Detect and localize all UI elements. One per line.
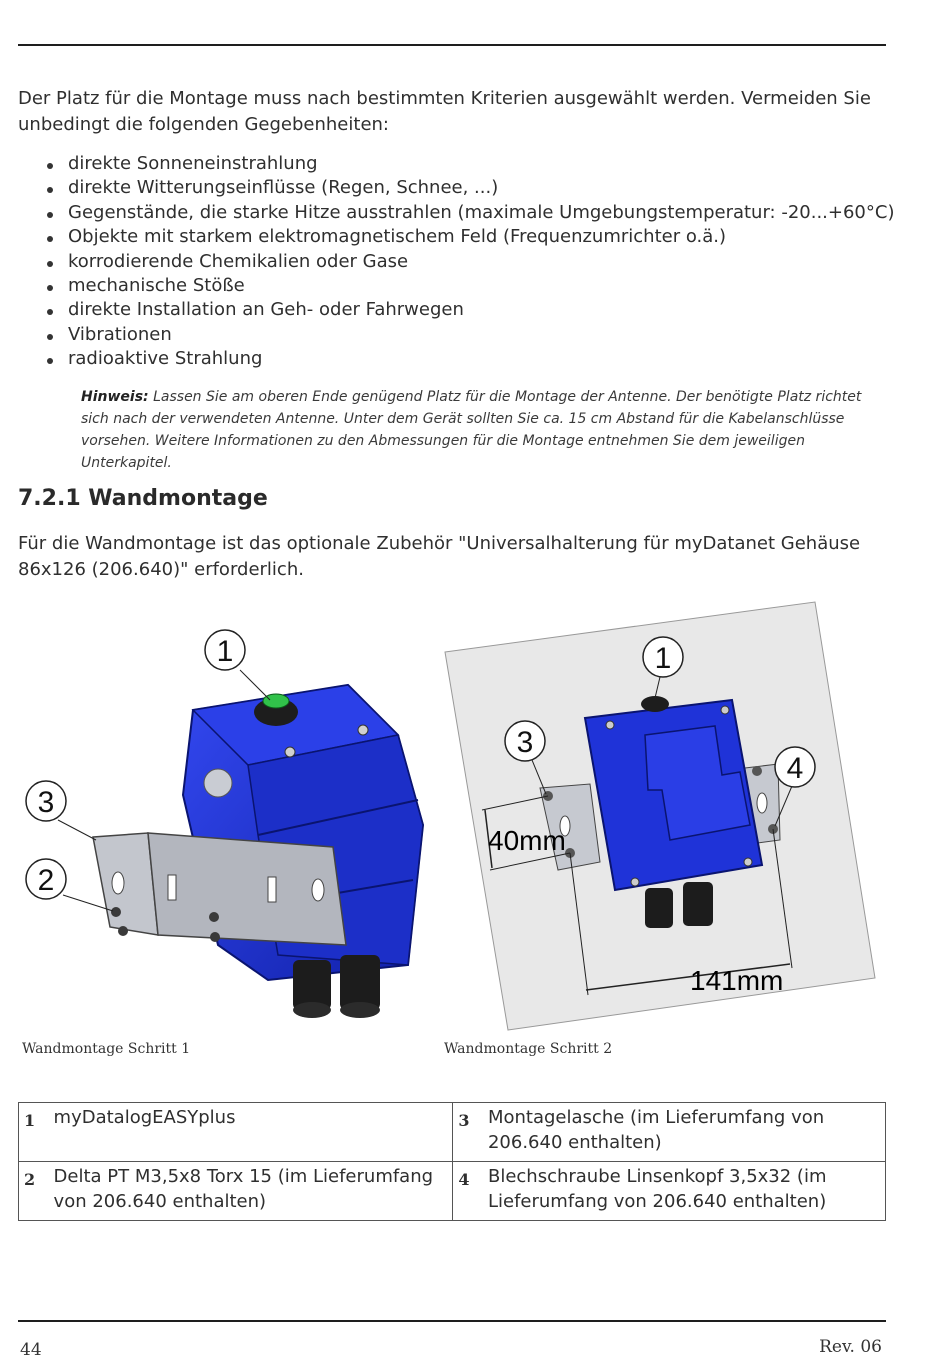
svg-text:40mm: 40mm [488,825,566,856]
parts-legend-table [18,1102,886,1221]
list-item: direkte Witterungseinflüsse (Regen, Schnee, ...) [18,176,898,200]
note-box [81,386,891,474]
revision-label: Rev. 06 [819,1337,882,1357]
legend-text: Delta PT M3,5x8 Torx 15 (im Lieferumfang von 206.640 enthalten) [50,1162,453,1221]
legend-text: Blechschraube Linsenkopf 3,5x32 (im Lieferumfang von 206.640 enthalten) [484,1162,886,1221]
legend-number: 4 [453,1162,484,1221]
wall-mount-step2-illustration [440,600,885,1040]
criteria-list [18,152,898,372]
legend-number: 1 [19,1103,50,1162]
legend-number: 3 [453,1103,484,1162]
footer-rule [18,1320,886,1322]
section-heading: 7.2.1 Wandmontage [18,486,268,511]
mounting-bracket [93,833,346,945]
figure2-caption: Wandmontage Schritt 2 [444,1041,613,1057]
note-text: Lassen Sie am oberen Ende genügend Platz für die Montage der Antenne. Der benötigte Platz richtet sich nach der verwendeten Antenne. Unter dem Gerät sollten Sie ca. 15 cm Abstand für die Kabelanschlüsse vorsehen. Weitere Informationen zu den Abmessungen für die Montage entnehmen Sie dem jeweiligen Unterkapitel. [81,389,862,471]
svg-text:3: 3 [516,726,534,759]
wall-mount-step1-illustration [18,615,438,1040]
list-item: Gegenstände, die starke Hitze ausstrahlen (maximale Umgebungstemperatur: -20...+60°C) [18,201,898,225]
svg-text:1: 1 [654,642,672,675]
section-paragraph: Für die Wandmontage ist das optionale Zubehör "Universalhalterung für myDatanet Gehäuse 86x126 (206.640)" erforderlich. [18,533,861,580]
figure1-caption: Wandmontage Schritt 1 [22,1041,191,1057]
svg-text:141mm: 141mm [690,965,784,996]
list-item: direkte Sonneneinstrahlung [18,152,898,176]
svg-text:2: 2 [37,864,55,897]
list-item: Vibrationen [18,323,898,347]
callout-1 [205,630,270,700]
page-number: 44 [20,1340,42,1360]
intro-paragraph: Der Platz für die Montage muss nach bestimmten Kriterien ausgewählt werden. Vermeiden Sie unbedingt die folgenden Gegebenheiten: [18,88,871,135]
table-row [19,1103,886,1162]
note-label: Hinweis: [81,389,149,405]
legend-text: myDatalogEASYplus [50,1103,453,1162]
callout-3 [26,781,96,840]
table-row [19,1162,886,1221]
housing [585,700,762,890]
svg-text:4: 4 [786,752,804,785]
svg-text:1: 1 [216,635,234,668]
list-item: direkte Installation an Geh- oder Fahrwegen [18,298,898,322]
list-item: mechanische Stöße [18,274,898,298]
list-item: korrodierende Chemikalien oder Gase [18,250,898,274]
legend-number: 2 [19,1162,50,1221]
list-item: radioaktive Strahlung [18,347,898,371]
list-item: Objekte mit starkem elektromagnetischem Feld (Frequenzumrichter o.ä.) [18,225,898,249]
header-rule [18,44,886,46]
legend-text: Montagelasche (im Lieferumfang von 206.640 enthalten) [484,1103,886,1162]
svg-text:3: 3 [37,786,55,819]
